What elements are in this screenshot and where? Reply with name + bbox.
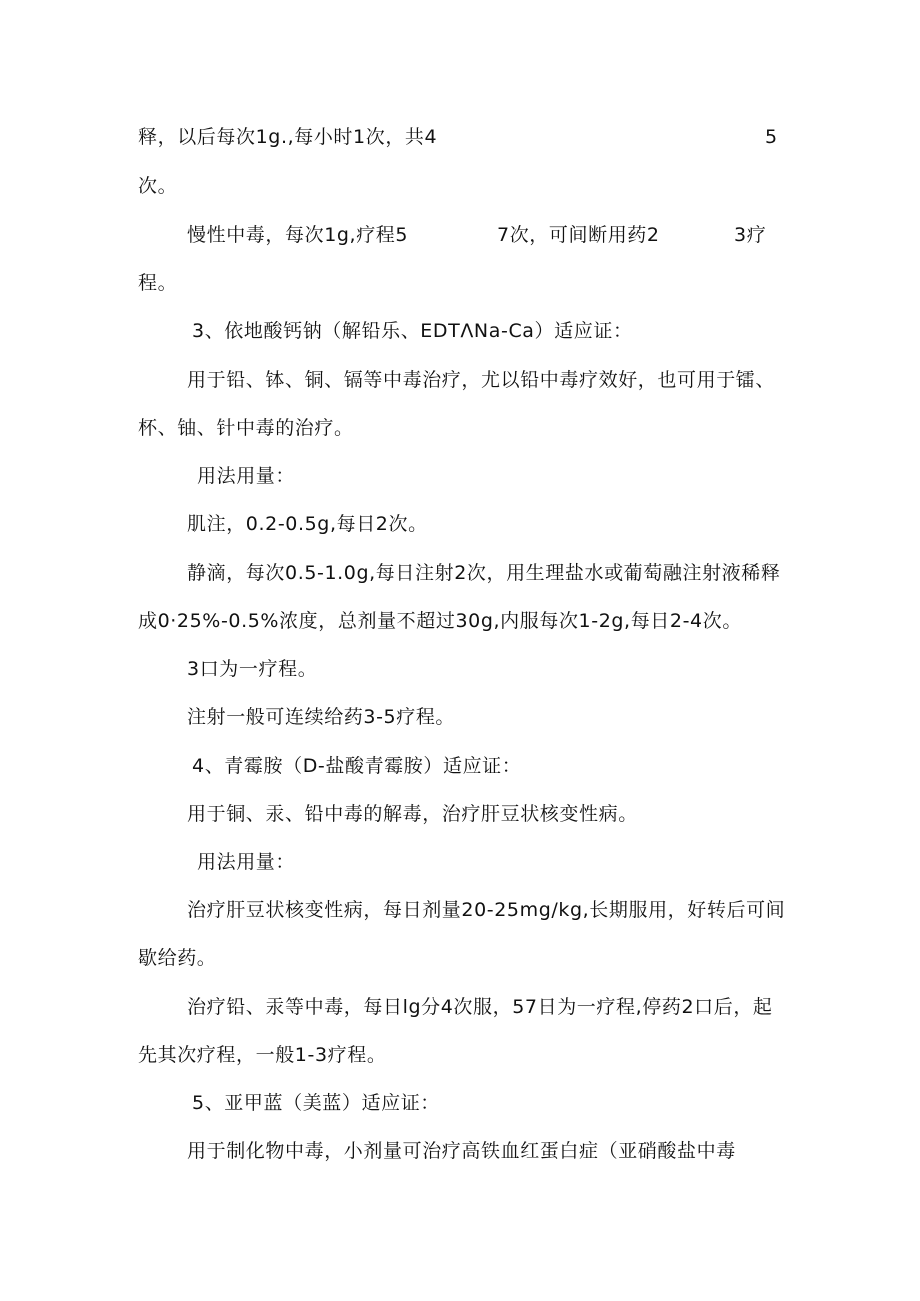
text-line: 3疗 — [734, 224, 767, 246]
subheading: 用法用量： — [197, 851, 296, 873]
text-line: 释，以后每次1g.,每小时1次，共4 — [138, 126, 438, 148]
text-line: 肌注，0.2-0.5g,每日2次。 — [187, 513, 428, 535]
text-line: 慢性中毒，每次1g,疗程5 — [187, 224, 409, 246]
text-line: 7次，可间断用药2 — [497, 224, 660, 246]
text-line: 治疗铅、汞等中毒，每日lg分4次服，57日为一疗程,停药2口后，起 — [187, 996, 773, 1018]
text-line: 用于铅、钵、铜、镉等中毒治疗，尤以铅中毒疗效好，也可用于镭、 — [187, 369, 776, 391]
text-line: 程。 — [138, 272, 178, 294]
text-line: 注射一般可连续给药3-5疗程。 — [187, 706, 456, 728]
section-heading: 3、依地酸钙钠（解铅乐、EDTΛNa-Ca）适应证： — [192, 320, 633, 342]
text-line: 次。 — [138, 175, 178, 197]
text-line: 杯、铀、针中毒的治疗。 — [138, 417, 354, 439]
text-line: 歇给药。 — [138, 947, 217, 969]
text-line: 静滴，每次0.5-1.0g,每日注射2次，用生理盐水或葡萄融注射液稀释 — [187, 562, 781, 584]
subheading: 用法用量： — [197, 465, 296, 487]
text-line: 先其次疗程，一般1-3疗程。 — [138, 1044, 387, 1066]
section-heading: 4、青霉胺（D-盐酸青霉胺）适应证： — [192, 755, 522, 777]
text-line: 5 — [765, 126, 778, 148]
text-line: 用于制化物中毒，小剂量可治疗高铁血红蛋白症（亚硝酸盐中毒 — [187, 1140, 736, 1162]
text-line: 3口为一疗程。 — [187, 658, 318, 680]
text-line: 用于铜、汞、铅中毒的解毒，治疗肝豆状核变性病。 — [187, 803, 638, 825]
text-line: 成0·25%-0.5%浓度，总剂量不超过30g,内服每次1-2g,每日2-4次。 — [138, 610, 742, 632]
section-heading: 5、亚甲蓝（美蓝）适应证： — [192, 1092, 440, 1114]
text-line: 治疗肝豆状核变性病，每日剂量20-25mg/kg,长期服用，好转后可间 — [187, 899, 786, 921]
